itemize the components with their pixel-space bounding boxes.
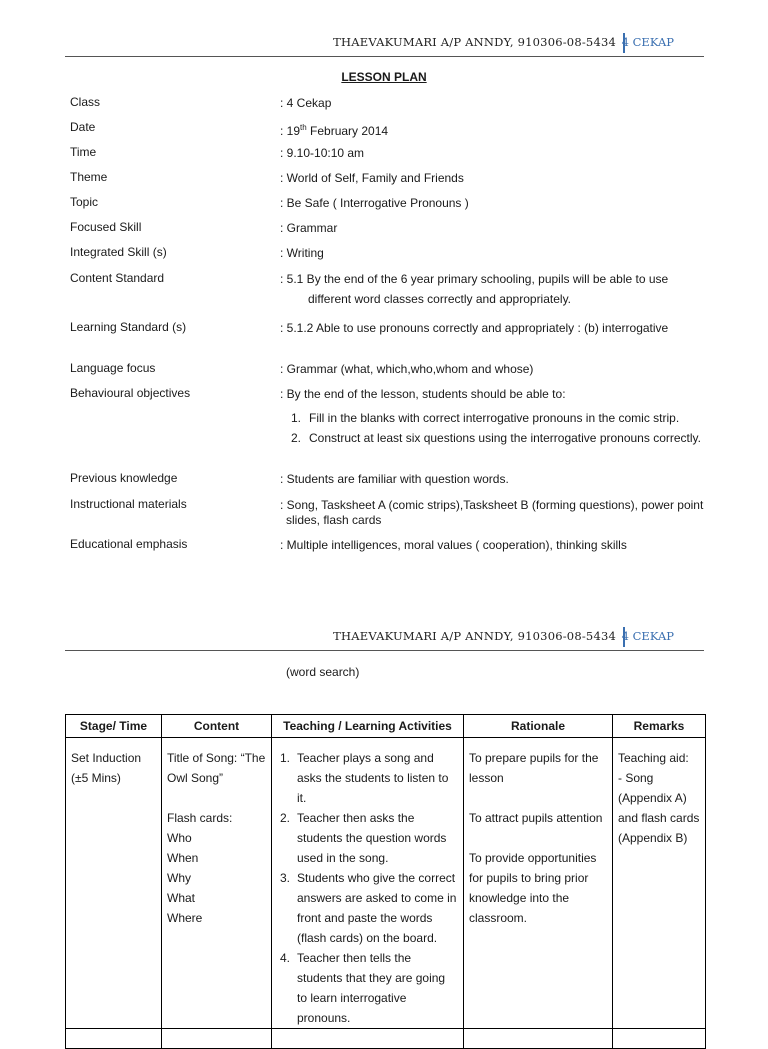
cell-activities — [272, 738, 464, 1029]
content-line: Owl Song” — [167, 771, 224, 785]
class-tag: 4 CEKAP — [621, 35, 674, 49]
field-label-date: Date — [70, 120, 96, 134]
rationale-line: lesson — [469, 771, 504, 785]
header-rationale: Rationale — [464, 715, 613, 738]
objective-number: 1. — [291, 411, 302, 425]
field-value-previous-knowledge: : Students are familiar with question words. — [280, 472, 509, 486]
table-row — [66, 738, 706, 1029]
cell-rationale — [464, 738, 613, 1029]
rationale-line: To attract pupils attention — [469, 811, 603, 825]
field-value-educational-emphasis: : Multiple intelligences, moral values ( cooperation), thinking skills — [280, 538, 627, 552]
rationale-line — [469, 828, 607, 848]
header-content: Content — [162, 715, 272, 738]
field-label-educational-emphasis: Educational emphasis — [70, 537, 188, 551]
cell-empty — [613, 1029, 706, 1049]
class-tag: 4 CEKAP — [621, 629, 674, 643]
field-value-content-standard: : 5.1 By the end of the 6 year primary schooling, pupils will be able to use — [280, 272, 669, 286]
rationale-line: for pupils to bring prior — [469, 871, 589, 885]
date-month-year: February 2014 — [306, 124, 389, 138]
step-text: Students who give the correct answers are asked to come in front and paste the words (flash cards) on the board. — [297, 871, 457, 945]
step-text: Teacher then tells the students that they are going to learn interrogative pronouns. — [297, 951, 446, 1025]
rationale-line — [469, 788, 607, 808]
content-line: When — [167, 851, 199, 865]
cell-empty — [66, 1029, 162, 1049]
field-value-topic: : Be Safe ( Interrogative Pronouns ) — [280, 196, 469, 210]
field-value-language-focus: : Grammar (what, which,who,whom and whose) — [280, 362, 534, 376]
remarks-line: - Song — [618, 771, 654, 785]
remarks-line: (Appendix B) — [618, 831, 688, 845]
field-label-topic: Topic — [70, 195, 99, 209]
activity-step — [277, 868, 458, 948]
objective-number: 2. — [291, 431, 302, 445]
activity-step — [277, 948, 458, 1028]
objective-text: Construct at least six questions using the interrogative pronouns correctly. — [309, 431, 701, 445]
content-line: Who — [167, 831, 192, 845]
content-line: What — [167, 891, 196, 905]
field-value-class: : 4 Cekap — [280, 96, 332, 110]
field-value-time: : 9.10-10:10 am — [280, 146, 365, 160]
field-label-theme: Theme — [70, 170, 108, 184]
table-header-row — [66, 715, 706, 738]
step-text: Teacher plays a song and asks the students to listen to it. — [297, 751, 449, 805]
field-label-content-standard: Content Standard — [70, 271, 165, 285]
field-label-time: Time — [70, 145, 97, 159]
field-value-date — [280, 120, 710, 139]
field-value-content-standard-cont: different word classes correctly and appropriately. — [308, 292, 572, 306]
page-title: LESSON PLAN — [341, 70, 427, 84]
header-rule — [65, 650, 704, 651]
author-id: THAEVAKUMARI A/P ANNDY, 910306-08-5434 — [333, 629, 616, 643]
remarks-line: Teaching aid: — [618, 751, 689, 765]
header-rule — [65, 56, 704, 57]
step-number: 1. — [280, 751, 291, 765]
field-value-behavioural-objectives: : By the end of the lesson, students should be able to: — [280, 387, 566, 401]
field-label-behavioural-objectives: Behavioural objectives — [70, 386, 191, 400]
activity-step — [277, 748, 458, 808]
rationale-line: knowledge into the — [469, 891, 570, 905]
field-value-theme: : World of Self, Family and Friends — [280, 171, 464, 185]
stage-name: Set Induction — [71, 751, 142, 765]
table-row — [66, 1029, 706, 1049]
rationale-line: classroom. — [469, 911, 528, 925]
cell-empty — [464, 1029, 613, 1049]
remarks-line: (Appendix A) — [618, 791, 687, 805]
header-remarks: Remarks — [613, 715, 706, 738]
cell-content — [162, 738, 272, 1029]
lesson-stage-table — [65, 714, 706, 1049]
stage-time: (±5 Mins) — [71, 771, 121, 785]
date-day: : 19 — [280, 124, 301, 138]
step-number: 4. — [280, 951, 291, 965]
step-number: 3. — [280, 871, 291, 885]
field-value-instructional-materials: : Song, Tasksheet A (comic strips),Tasksheet B (forming questions), power point — [280, 498, 704, 512]
word-search-note: (word search) — [286, 665, 360, 679]
content-line: Flash cards: — [167, 811, 233, 825]
page-header — [65, 33, 704, 57]
cell-stage — [66, 738, 162, 1029]
field-value-integrated-skill: : Writing — [280, 246, 324, 260]
field-label-language-focus: Language focus — [70, 361, 156, 375]
cell-empty — [162, 1029, 272, 1049]
rationale-line: To prepare pupils for the — [469, 751, 599, 765]
field-label-learning-standard: Learning Standard (s) — [70, 320, 187, 334]
step-text: Teacher then asks the students the question words used in the song. — [297, 811, 447, 865]
activity-list — [277, 748, 458, 1028]
cell-remarks — [613, 738, 706, 1029]
content-line: Title of Song: “The — [167, 751, 266, 765]
field-label-previous-knowledge: Previous knowledge — [70, 471, 178, 485]
date-suffix: th — [300, 123, 307, 132]
cell-empty — [272, 1029, 464, 1049]
field-label-class: Class — [70, 95, 101, 109]
header-activities: Teaching / Learning Activities — [272, 715, 464, 738]
content-line: Why — [167, 871, 191, 885]
header-stage-time: Stage/ Time — [66, 715, 162, 738]
step-number: 2. — [280, 811, 291, 825]
field-value-learning-standard: : 5.1.2 Able to use pronouns correctly and appropriately : (b) interrogative — [280, 321, 669, 335]
rationale-line: To provide opportunities — [469, 851, 597, 865]
page-header — [65, 627, 704, 651]
field-label-integrated-skill: Integrated Skill (s) — [70, 245, 167, 259]
field-label-instructional-materials: Instructional materials — [70, 497, 187, 511]
content-line: Where — [167, 911, 203, 925]
remarks-line: and flash cards — [618, 811, 700, 825]
field-label-focused-skill: Focused Skill — [70, 220, 142, 234]
author-id: THAEVAKUMARI A/P ANNDY, 910306-08-5434 — [333, 35, 616, 49]
field-value-instructional-materials-cont: slides, flash cards — [286, 513, 382, 527]
content-line — [167, 788, 266, 808]
field-value-focused-skill: : Grammar — [280, 221, 338, 235]
activity-step — [277, 808, 458, 868]
objective-text: Fill in the blanks with correct interrogative pronouns in the comic strip. — [309, 411, 680, 425]
